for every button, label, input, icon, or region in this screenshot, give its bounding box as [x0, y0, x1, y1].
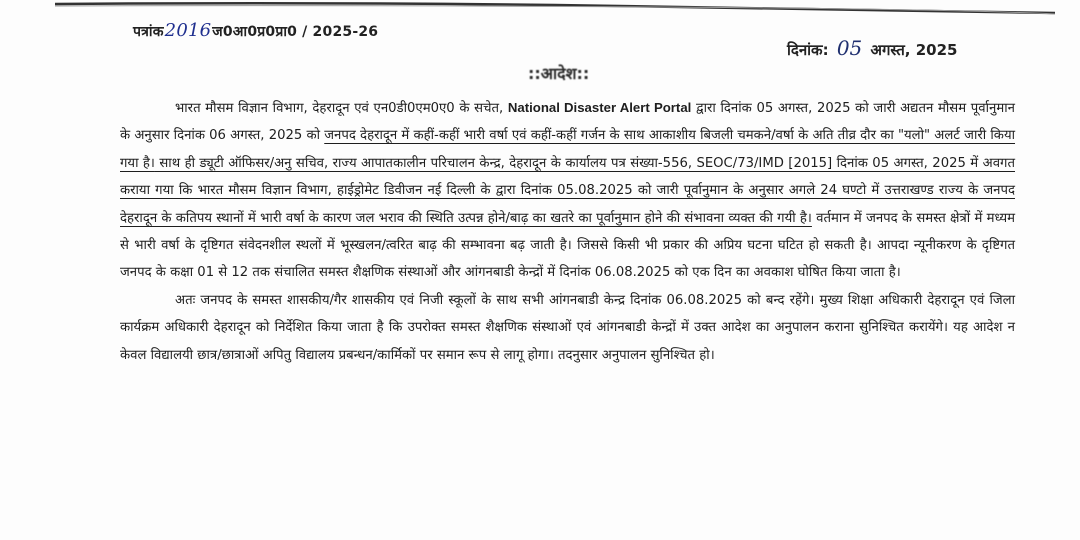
p1-seg-0: भारत मौसम विज्ञान विभाग, देहरादून एवं एन0डी0एम0ए0 के सचेत, — [175, 101, 508, 116]
paragraph-2 — [120, 287, 1015, 369]
p2-seg-0: अतः जनपद के समस्त शासकीय/गैर शासकीय एवं निजी स्कूलों के साथ सभी आंगनबाडी केन्द्र दिनांक 06.08.2025 को बन्द रहेंगे। मुख्य शिक्षा अधिकारी देहरादून एवं जिला कार्यक्रम अधिकारी देहरादून को निर्देशित किया जाता है कि उपरोक्त समस्त शैक्षणिक संस्थाओं एवं आंगनबाडी केन्द्रों में उक्त आदेश का अनुपालन कराना सुनिश्चित करायेंगे। यह आदेश न केवल विद्यालयी छात्र/छात्राओं अपितु विद्यालय प्रबन्धन/कार्मिकों पर समान रूप से लागू होगा। तदनुसार अनुपालन सुनिश्चित हो। — [120, 292, 1015, 363]
ref-suffix: ज0आ0प्र0प्रा0 / 2025-26 — [212, 24, 379, 40]
p1-seg-1-portal-name: National Disaster Alert Portal — [507, 100, 692, 115]
p1-seg-5: वर्तमान में जनपद के समस्त क्षेत्रों में मध्यम से भारी वर्षा के दृष्टिगत संवेदनशील स्थलों में भूस्खलन/त्वरित बाढ़ की सम्भावना बढ़ जाती है। जिससे किसी भी प्रकार की अप्रिय घटना घटित हो सकती है। आपदा न्यूनीकरण के दृष्टिगत जनपद के कक्षा 01 से 12 तक संचालित समस्त शैक्षणिक संस्थाओं और आंगनबाडी केन्द्रों में दिनांक 06.08.2025 को एक दिन का अवकाश घोषित किया जाता है। — [120, 210, 1015, 281]
ref-number-handwritten: 2016 — [164, 20, 212, 41]
order-body — [120, 94, 1015, 369]
p1-seg-2: द्वारा दिनांक 05 अगस्त, 2025 को जारी अद्यतन मौसम पूर्वानुमान के अनुसार दिनांक 06 अगस्त, 2025 को — [120, 101, 1015, 144]
letter-reference-number — [133, 20, 378, 41]
p1-seg-3-alert-underlined: जनपद देहरादून में कहीं-कहीं भारी वर्षा एवं कहीं-कहीं गर्जन के साथ आकाशीय बिजली चमकने/वर्षा के अति तीव्र दौर का "यलो" अलर्ट जारी किया गया है। — [120, 128, 1016, 171]
p1-seg-4-forecast-underlined: साथ ही ड्यूटी ऑफिसर/अनु सचिव, राज्य आपातकालीन परिचालन केन्द्र, देहरादून के कार्यालय पत्र संख्या-556, SEOC/73/IMD [2015] दिनांक 05 अगस्त, 2025 में अवगत कराया गया कि भारत मौसम विज्ञान विभाग, हाईड्रोमेट डिवीजन नई दिल्ली के द्वारा दिनांक 05.08.2025 को जारी पूर्वानुमान के अनुसार अगले 24 घण्टो में उत्तराखण्ड राज्य के जनपद देहरादून के कतिपय स्थानों में भारी वर्षा के कारण जल भराव की स्थिति उत्पन्न होने/बाढ़ का खतरे का पूर्वानुमान होने की संभावना व्यक्त की गयी है। — [120, 155, 1015, 226]
top-border-line — [55, 0, 1055, 14]
date-day-handwritten: 05 — [836, 36, 863, 60]
date-month-year: अगस्त, 2025 — [870, 41, 958, 59]
page-edge-shadow — [55, 1, 1055, 15]
ref-prefix: पत्रांक — [133, 24, 164, 40]
paragraph-1 — [120, 94, 1015, 287]
letter-date — [787, 36, 957, 60]
order-title: ::आदेश:: — [528, 64, 590, 83]
date-label: दिनांक: — [787, 41, 829, 59]
